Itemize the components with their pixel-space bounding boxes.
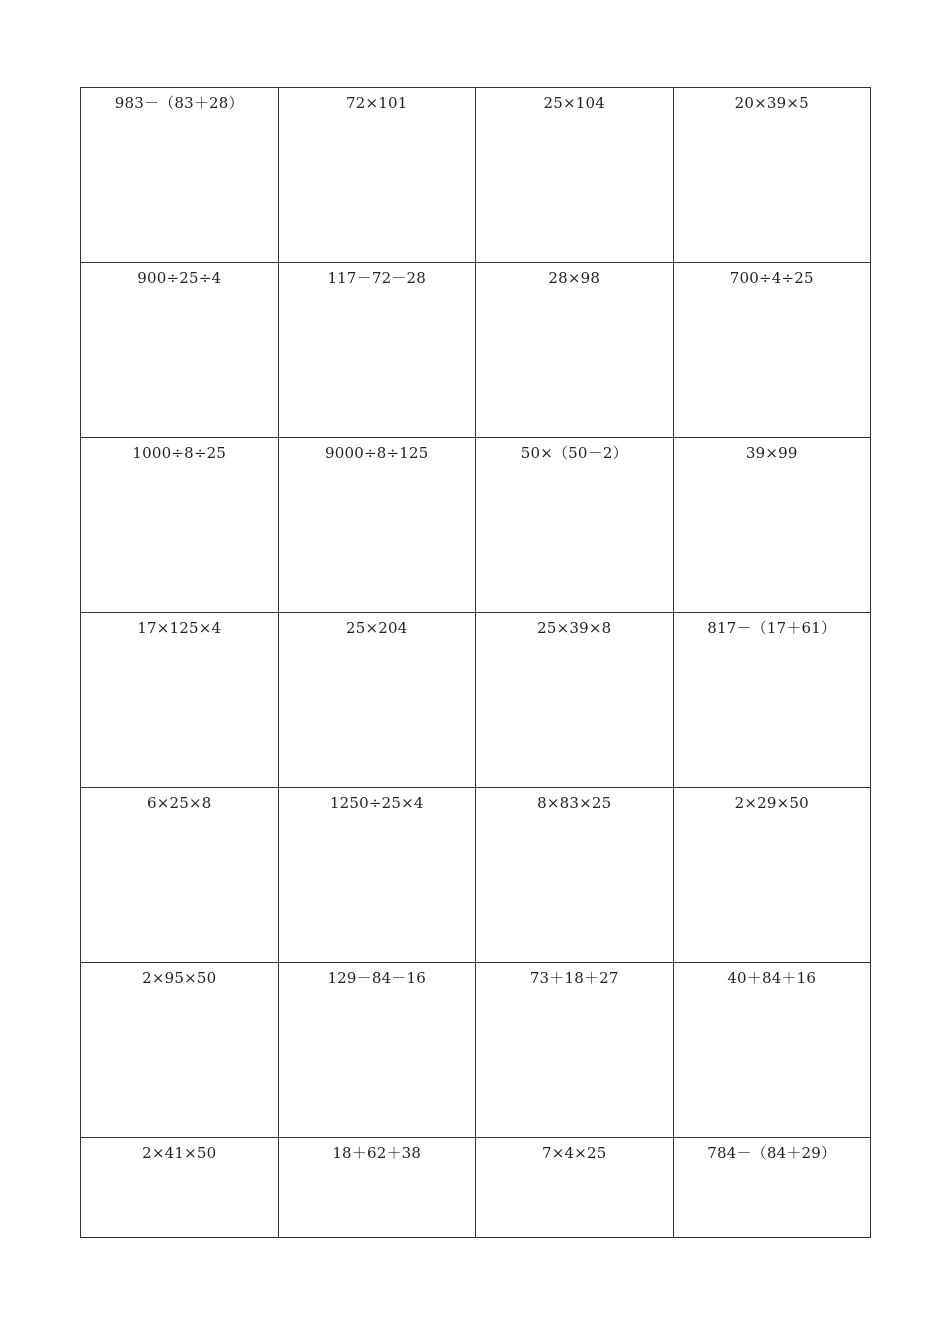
problem-cell (81, 88, 279, 263)
problem-expression: 28×98 (548, 269, 601, 287)
problem-expression: 900÷25÷4 (137, 269, 222, 287)
problem-expression: 983－（83＋28） (114, 94, 244, 112)
problem-cell (278, 88, 476, 263)
problem-cell (81, 263, 279, 438)
problem-cell (278, 1138, 476, 1238)
problem-expression: 2×29×50 (734, 794, 809, 812)
problem-cell (673, 613, 871, 788)
problem-cell (476, 788, 674, 963)
problem-cell (673, 88, 871, 263)
problem-expression: 17×125×4 (137, 619, 222, 637)
problem-expression: 129－84－16 (327, 969, 427, 987)
problem-expression: 817－（17＋61） (707, 619, 837, 637)
problem-expression: 9000÷8÷125 (325, 444, 429, 462)
table-row (81, 613, 871, 788)
problem-cell (476, 263, 674, 438)
problem-expression: 8×83×25 (537, 794, 612, 812)
problem-cell (673, 1138, 871, 1238)
problem-expression: 18＋62＋38 (332, 1144, 422, 1162)
problem-expression: 39×99 (745, 444, 798, 462)
problem-cell (278, 263, 476, 438)
problem-expression: 2×41×50 (142, 1144, 217, 1162)
problem-cell (673, 788, 871, 963)
problem-expression: 2×95×50 (142, 969, 217, 987)
problem-cell (278, 788, 476, 963)
problem-cell (673, 438, 871, 613)
problem-cell (278, 438, 476, 613)
problem-cell (278, 613, 476, 788)
table-row (81, 1138, 871, 1238)
problem-expression: 25×204 (346, 619, 408, 637)
problem-cell (476, 88, 674, 263)
problem-expression: 6×25×8 (146, 794, 212, 812)
problem-cell (81, 963, 279, 1138)
problem-expression: 700÷4÷25 (729, 269, 814, 287)
table-row (81, 963, 871, 1138)
table-row (81, 438, 871, 613)
problem-cell (81, 1138, 279, 1238)
problem-cell (81, 613, 279, 788)
problem-cell (476, 963, 674, 1138)
problem-cell (673, 263, 871, 438)
problem-cell (673, 963, 871, 1138)
problem-cell (476, 613, 674, 788)
table-row (81, 788, 871, 963)
worksheet-table (80, 87, 871, 1238)
problem-expression: 1000÷8÷25 (132, 444, 227, 462)
problem-cell (476, 1138, 674, 1238)
problem-expression: 50×（50－2） (520, 444, 628, 462)
problem-expression: 117－72－28 (327, 269, 427, 287)
problem-expression: 7×4×25 (541, 1144, 607, 1162)
problem-expression: 1250÷25×4 (329, 794, 424, 812)
problem-expression: 25×39×8 (537, 619, 612, 637)
problem-cell (278, 963, 476, 1138)
table-row (81, 263, 871, 438)
problem-cell (476, 438, 674, 613)
problem-cell (81, 788, 279, 963)
problem-expression: 25×104 (543, 94, 605, 112)
problem-expression: 73＋18＋27 (529, 969, 619, 987)
problem-cell (81, 438, 279, 613)
table-row (81, 88, 871, 263)
problem-expression: 784－（84＋29） (707, 1144, 837, 1162)
problem-expression: 40＋84＋16 (727, 969, 817, 987)
problem-expression: 20×39×5 (734, 94, 809, 112)
problem-expression: 72×101 (346, 94, 408, 112)
